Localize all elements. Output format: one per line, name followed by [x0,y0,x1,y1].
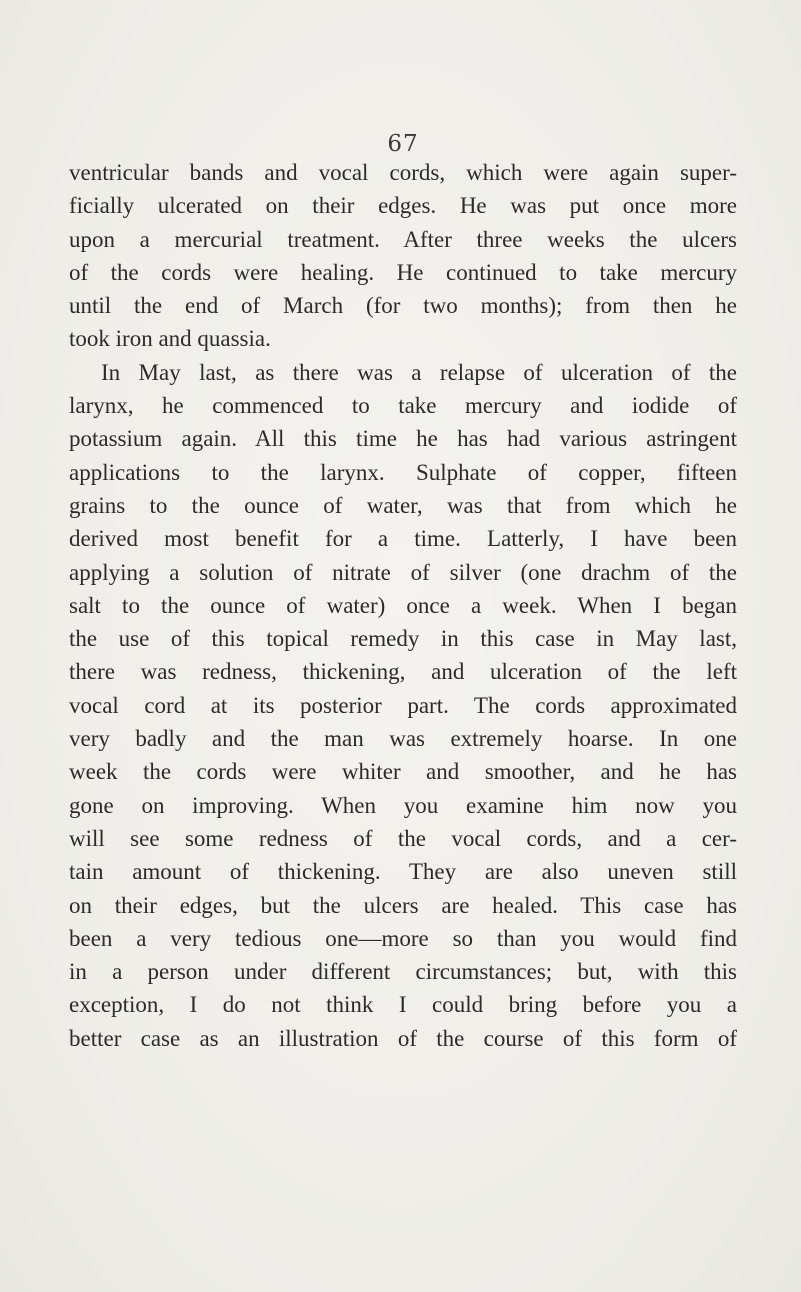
text-line: ficially ulcerated on their edges. He was put once more [69,193,737,219]
text-line: grains to the ounce of water, was that from which he [69,492,737,518]
text-line: until the end of March (for two months); from then he [69,293,737,319]
text-line: upon a mercurial treatment. After three weeks the ulcers [69,226,737,252]
text-line: been a very tedious one—more so than you would find [69,925,737,951]
paragraph-start-line: In May last, as there was a relapse of ulceration of the [101,359,737,385]
text-line: took iron and quassia. [69,326,271,352]
page-body-text [69,156,737,1055]
text-line: week the cords were whiter and smoother, and he has [69,759,737,785]
text-line: applications to the larynx. Sulphate of copper, fifteen [69,459,737,485]
text-line: better case as an illustration of the course of this form of [69,1025,737,1051]
text-line: applying a solution of nitrate of silver (one drachm of the [69,559,737,585]
text-line: the use of this topical remedy in this case in May last, [69,626,737,652]
text-line: salt to the ounce of water) once a week. When I began [69,592,737,618]
text-line: in a person under different circumstances; but, with this [69,959,737,985]
text-line: gone on improving. When you examine him now you [69,792,737,818]
text-line: ventricular bands and vocal cords, which were again super- [69,160,737,185]
text-line: very badly and the man was extremely hoarse. In one [69,726,737,752]
text-line: tain amount of thickening. They are also uneven still [69,859,737,885]
text-line: exception, I do not think I could bring before you a [69,992,737,1018]
text-line: on their edges, but the ulcers are healed. This case has [69,892,737,918]
text-line: potassium again. All this time he has had various astringent [69,426,737,452]
text-line: larynx, he commenced to take mercury and iodide of [69,393,737,419]
text-line: vocal cord at its posterior part. The cords approximated [69,692,737,718]
text-line: will see some redness of the vocal cords, and a cer- [69,825,737,851]
text-line: of the cords were healing. He continued to take mercury [69,259,737,285]
text-line: derived most benefit for a time. Latterly, I have been [69,526,737,552]
text-line: there was redness, thickening, and ulceration of the left [69,659,737,685]
page-number: 67 [387,131,419,157]
